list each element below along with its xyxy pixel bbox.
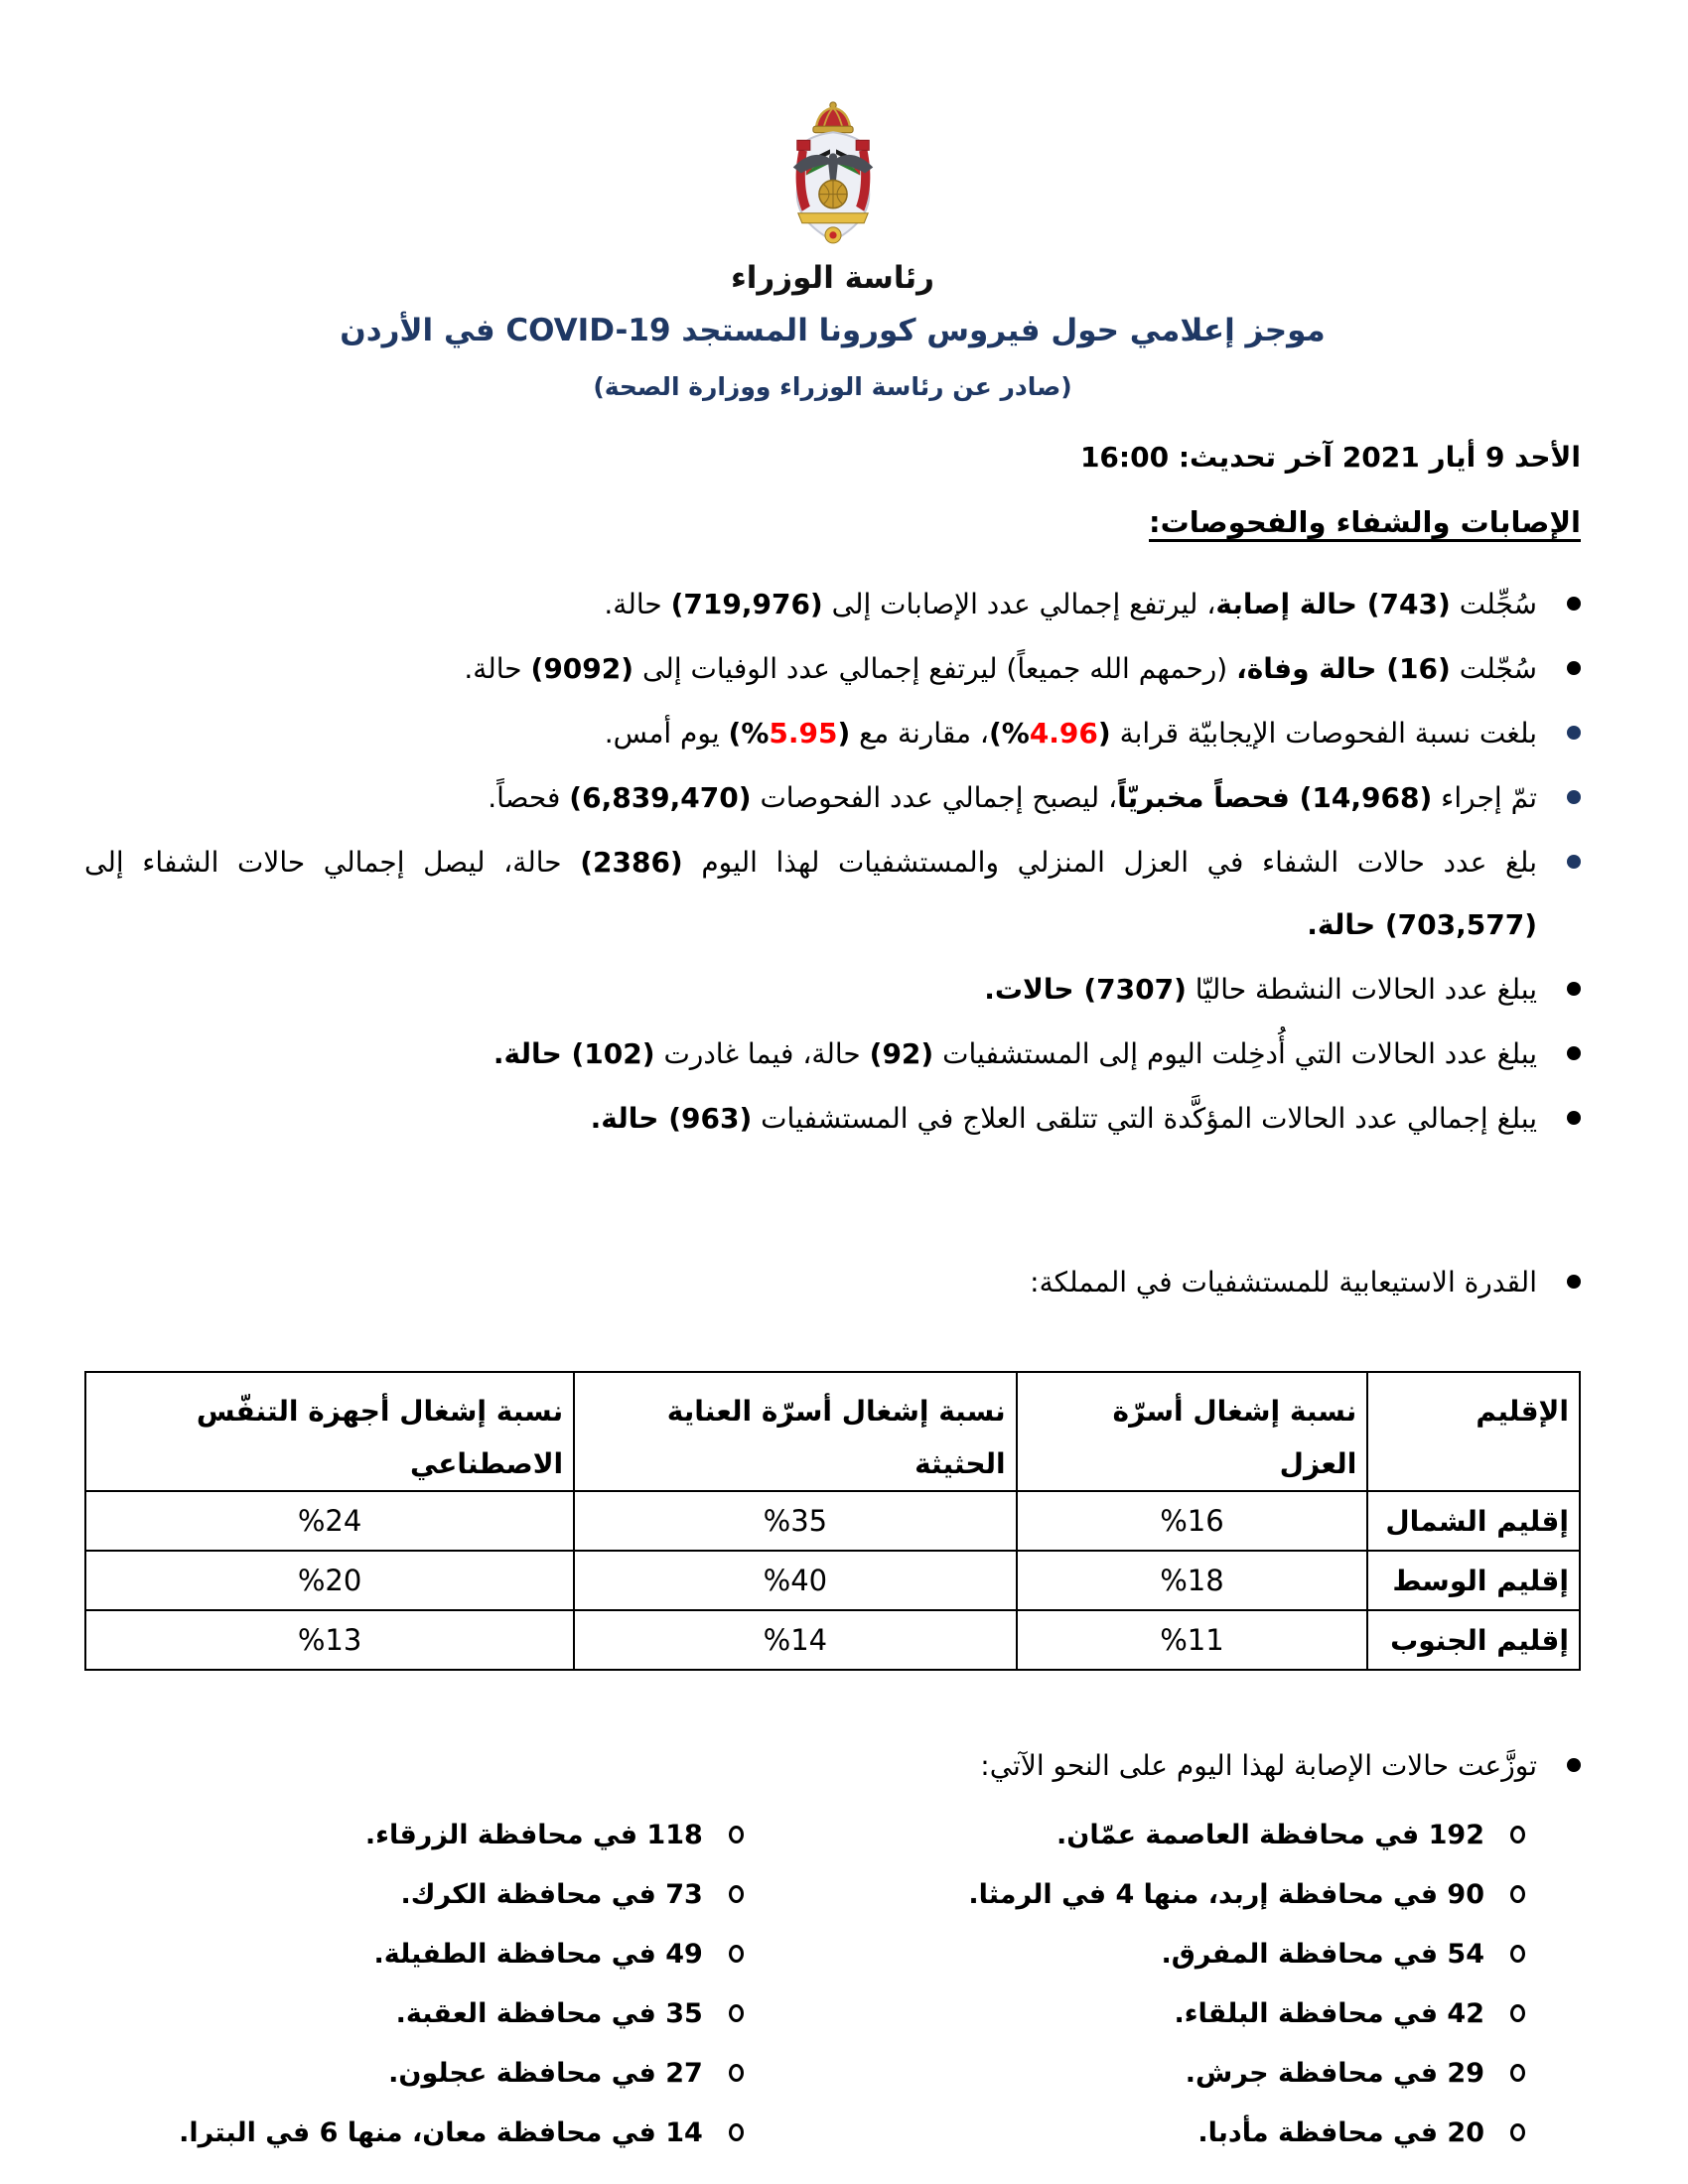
column-header: نسبة إشغال أسرّة العزل: [1017, 1372, 1368, 1491]
org-calligraphy: رئاسة الوزراء: [730, 260, 935, 296]
bullet-item: [84, 702, 1581, 764]
bullet-item: [84, 831, 1581, 956]
text-run: (16): [1386, 651, 1451, 685]
distribution-item: [893, 2115, 1525, 2152]
table-row: [85, 1610, 1580, 1670]
text-run: حالات.: [984, 972, 1084, 1006]
bullet-text: [84, 573, 1537, 635]
text-run: حالة.: [1307, 907, 1385, 941]
bullet-dot: [1567, 661, 1581, 675]
distribution-text: 29 في محافظة جرش.: [1185, 2058, 1484, 2090]
column-header: نسبة إشغال أسرّة العناية الحثيثة: [574, 1372, 1016, 1491]
percent-value: %20: [297, 1564, 362, 1598]
circle-bullet: [1510, 1826, 1525, 1843]
distribution-text: 49 في محافظة الطفيلة.: [373, 1939, 703, 1971]
bullet-item: [84, 1087, 1581, 1150]
bullet-dot: [1567, 1758, 1581, 1772]
text-run: فحصاً.: [488, 780, 570, 814]
circle-bullet: [729, 1826, 744, 1843]
bullet-text: [84, 1023, 1537, 1085]
text-run: حالة، فيما غادرت: [654, 1036, 870, 1070]
circle-bullet: [1510, 1945, 1525, 1963]
text-run: (9092): [530, 651, 634, 685]
distribution-text: 42 في محافظة البلقاء.: [1174, 1998, 1484, 2030]
bullet-text: [84, 637, 1537, 700]
bullet-text: [84, 702, 1537, 764]
distribution-item: [84, 1936, 744, 1974]
percent-value: %40: [763, 1564, 828, 1598]
circle-bullet: [729, 2064, 744, 2082]
globe-icon: [818, 181, 846, 208]
distribution-item: [84, 1995, 744, 2033]
bullet-dot: [1567, 790, 1581, 804]
text-run: (%: [728, 716, 770, 750]
text-run: [989, 717, 1111, 750]
distribution-text: 35 في محافظة العقبة.: [395, 1998, 703, 2030]
date-line: الأحد 9 أيار 2021 آخر تحديث: 16:00: [1079, 440, 1581, 474]
percent-value: %13: [297, 1623, 362, 1658]
text-run: حالة، ليصل إجمالي حالات الشفاء إلى: [84, 845, 581, 879]
text-run: حالة.: [590, 1101, 669, 1135]
distribution-text: 27 في محافظة عجلون.: [388, 2058, 703, 2090]
bullet-dot: [1567, 1046, 1581, 1060]
value-cell: [85, 1610, 574, 1670]
bullet-text: [84, 831, 1537, 956]
column-header: الإقليم: [1367, 1372, 1580, 1491]
bullet-item: [84, 958, 1581, 1021]
bullet-item: [84, 1023, 1581, 1085]
distribution-item: [84, 2115, 744, 2152]
bullet-dot: [1567, 1111, 1581, 1125]
percent-value: %11: [1160, 1623, 1224, 1658]
hospital-capacity-table: [84, 1371, 1581, 1671]
text-run: (2386): [580, 845, 683, 879]
text-run: سُجِّلت: [1450, 587, 1537, 620]
value-cell: [85, 1551, 574, 1610]
stats-bullet-list: [84, 573, 1581, 1150]
circle-bullet: [729, 2004, 744, 2022]
capacity-table-header-row: [85, 1372, 1580, 1491]
distribution-item: [893, 1817, 1525, 1854]
text-run: يبلغ إجمالي عدد الحالات المؤكَّدة التي تتلقى العلاج في المستشفيات: [752, 1101, 1537, 1135]
header-emblem: [84, 0, 1581, 296]
distribution-item: [893, 1995, 1525, 2033]
bullet-text: [84, 766, 1537, 829]
table-row: [85, 1491, 1580, 1551]
text-run: بلغت نسبة الفحوصات الإيجابيّة قرابة: [1110, 716, 1537, 750]
region-cell: إقليم الجنوب: [1367, 1610, 1580, 1670]
distribution-item: [893, 2055, 1525, 2093]
page-title: موجز إعلامي حول فيروس كورونا المستجد COVID-19 في الأردن: [340, 313, 1326, 348]
text-run: ، مقارنة مع: [850, 716, 989, 750]
section-heading-text: الإصابات والشفاء والفحوصات:: [1149, 504, 1581, 539]
bullet-dot: [1567, 855, 1581, 869]
table-row: [85, 1551, 1580, 1610]
text-run: ): [837, 716, 851, 750]
percent-value: %16: [1160, 1504, 1224, 1539]
text-run: (963): [668, 1101, 753, 1135]
value-cell: [1017, 1610, 1368, 1670]
distribution-columns: [84, 1817, 1581, 2174]
value-cell: [574, 1491, 1016, 1551]
text-run: يبلغ عدد الحالات النشطة حاليّا: [1186, 972, 1537, 1006]
capacity-intro: [84, 1251, 1581, 1313]
medal-icon: [824, 227, 840, 243]
capacity-table-body: [85, 1491, 1580, 1670]
distribution-text: 90 في محافظة إربد، منها 4 في الرمثا.: [968, 1879, 1484, 1911]
text-run: 5.95: [769, 716, 838, 750]
region-cell: إقليم الشمال: [1367, 1491, 1580, 1551]
text-run: (92): [869, 1036, 934, 1070]
text-run: 4.96: [1029, 716, 1098, 750]
circle-bullet: [1510, 2064, 1525, 2082]
dist-col-right: [893, 1817, 1581, 2174]
column-header: نسبة إشغال أجهزة التنفّس الاصطناعي: [85, 1372, 574, 1491]
text-run: سُجّلت: [1450, 651, 1537, 685]
jordan-coat-of-arms: [768, 99, 899, 254]
value-cell: [85, 1491, 574, 1551]
circle-bullet: [729, 2123, 744, 2141]
circle-bullet: [729, 1945, 744, 1963]
bullet-text: [84, 958, 1537, 1021]
text-run: تمّ إجراء: [1432, 780, 1537, 814]
distribution-text: 192 في محافظة العاصمة عمّان.: [1056, 1820, 1484, 1851]
text-run: حالة إصابة: [1215, 587, 1367, 620]
text-run: (743): [1366, 587, 1451, 620]
bullet-text: [84, 1087, 1537, 1150]
text-run: حالة.: [604, 587, 671, 620]
bullet-dot: [1567, 1275, 1581, 1289]
distribution-intro: [84, 1734, 1581, 1797]
distribution-item: [84, 1817, 744, 1854]
bullet-item: [84, 766, 1581, 829]
distribution-item: [893, 1876, 1525, 1914]
text-run: يبلغ عدد الحالات التي أُدخِلت اليوم إلى المستشفيات: [933, 1036, 1537, 1070]
text-run: حالة.: [464, 651, 531, 685]
text-run: ، ليصبح إجمالي عدد الفحوصات: [751, 780, 1118, 814]
crown-icon: [812, 102, 852, 133]
distribution-intro-text: توزَّعت حالات الإصابة لهذا اليوم على النحو الآتي:: [980, 1749, 1537, 1783]
dist-col-left: [84, 1817, 893, 2174]
percent-value: %35: [763, 1504, 828, 1539]
bullet-item: [84, 637, 1581, 700]
circle-bullet: [1510, 2004, 1525, 2022]
text-run: ): [1097, 716, 1111, 750]
text-run: (14,968): [1299, 780, 1433, 814]
value-cell: [1017, 1551, 1368, 1610]
text-run: ، ليرتفع إجمالي عدد الإصابات إلى: [822, 587, 1216, 620]
percent-value: %24: [297, 1504, 362, 1539]
text-run: بلغ عدد حالات الشفاء في العزل المنزلي والمستشفيات لهذا اليوم: [682, 845, 1537, 879]
text-run: حالة وفاة،: [1236, 651, 1387, 685]
text-run: فحصاً مخبريّاً: [1117, 780, 1300, 814]
text-run: (%: [988, 716, 1030, 750]
bullet-dot: [1567, 982, 1581, 996]
value-cell: [1017, 1491, 1368, 1551]
circle-bullet: [1510, 1885, 1525, 1903]
value-cell: [574, 1551, 1016, 1610]
capacity-intro-text: القدرة الاستيعابية للمستشفيات في المملكة:: [1030, 1265, 1537, 1298]
percent-value: %18: [1160, 1564, 1224, 1598]
distribution-text: 20 في محافظة مأدبا.: [1197, 2117, 1484, 2149]
distribution-item: [893, 1936, 1525, 1974]
distribution-text: 73 في محافظة الكرك.: [400, 1879, 703, 1911]
text-run: [729, 717, 851, 750]
section-heading: [84, 505, 1581, 539]
region-cell: إقليم الوسط: [1367, 1551, 1580, 1610]
text-run: (719,976): [670, 587, 823, 620]
percent-value: %14: [763, 1623, 828, 1658]
circle-bullet: [1510, 2123, 1525, 2141]
text-run: (7307): [1083, 972, 1187, 1006]
page-subtitle: (صادر عن رئاسة الوزراء ووزارة الصحة): [593, 371, 1072, 401]
distribution-item: [84, 1876, 744, 1914]
distribution-text: 14 في محافظة معان، منها 6 في البترا.: [179, 2117, 703, 2149]
distribution-item: [84, 2055, 744, 2093]
distribution-text: 54 في محافظة المفرق.: [1161, 1939, 1484, 1971]
text-run: يوم أمس.: [604, 716, 729, 750]
distribution-text: 118 في محافظة الزرقاء.: [364, 1820, 703, 1851]
text-run: (6,839,470): [569, 780, 752, 814]
bullet-item: [84, 573, 1581, 635]
text-run: (703,577): [1384, 907, 1537, 941]
text-run: (رحمهم الله جميعاً) ليرتفع إجمالي عدد الوفيات إلى: [633, 651, 1237, 685]
bullet-dot: [1567, 726, 1581, 740]
text-run: (102): [571, 1036, 655, 1070]
circle-bullet: [729, 1885, 744, 1903]
text-run: حالة.: [492, 1036, 572, 1070]
ribbon-banner: [797, 213, 867, 223]
value-cell: [574, 1610, 1016, 1670]
bullet-dot: [1567, 597, 1581, 611]
